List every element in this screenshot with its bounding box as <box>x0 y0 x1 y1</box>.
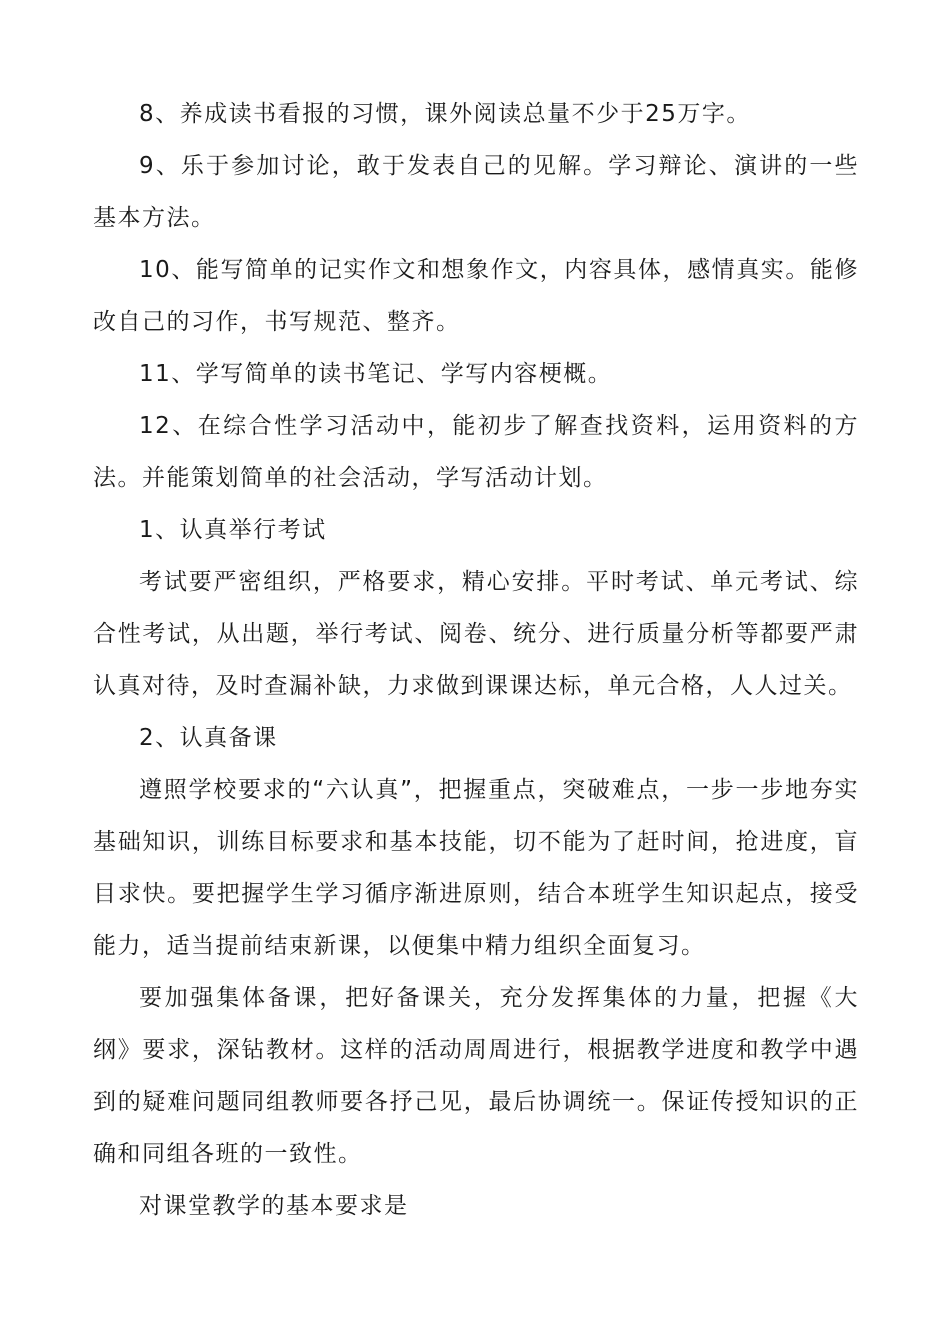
section-heading-exams: 1、认真举行考试 <box>139 517 327 543</box>
paragraph-group-prep: 要加强集体备课，把好备课关，充分发挥集体的力量，把握《大纲》要求，深钻教材。这样的活动周周进行，根据教学进度和教学中遇到的疑难问题同组教师要各抒己见，最后协调统一。保证传授知识的正确和同组各班的一致性。 <box>93 985 859 1167</box>
paragraph-exams: 考试要严密组织，严格要求，精心安排。平时考试、单元考试、综合性考试，从出题，举行考试、阅卷、统分、进行质量分析等都要严肃认真对待，及时查漏补缺，力求做到课课达标，单元合格，人人过关。 <box>93 569 859 699</box>
paragraph-classroom-requirements: 对课堂教学的基本要求是 <box>139 1193 409 1219</box>
paragraph-item-12-comprehensive-study: 12、在综合性学习活动中，能初步了解查找资料，运用资料的方法。并能策划简单的社会活动，学写活动计划。 <box>93 413 859 491</box>
paragraph-item-9-discussion: 9、乐于参加讨论，敢于发表自己的见解。学习辩论、演讲的一些基本方法。 <box>93 153 859 231</box>
paragraph-lesson-prep: 遵照学校要求的“六认真”，把握重点，突破难点，一步一步地夯实基础知识，训练目标要求和基本技能，切不能为了赶时间，抢进度，盲目求快。要把握学生学习循序渐进原则，结合本班学生知识起点，接受能力，适当提前结束新课，以便集中精力组织全面复习。 <box>93 777 859 959</box>
document-body <box>93 88 859 1232</box>
paragraph-item-10-writing: 10、能写简单的记实作文和想象作文，内容具体，感情真实。能修改自己的习作，书写规范、整齐。 <box>93 257 859 335</box>
section-heading-lesson-prep: 2、认真备课 <box>139 725 278 751</box>
paragraph-item-11-reading-notes: 11、学写简单的读书笔记、学写内容梗概。 <box>139 361 613 387</box>
paragraph-item-8-reading-habit: 8、养成读书看报的习惯，课外阅读总量不少于25万字。 <box>139 101 751 127</box>
